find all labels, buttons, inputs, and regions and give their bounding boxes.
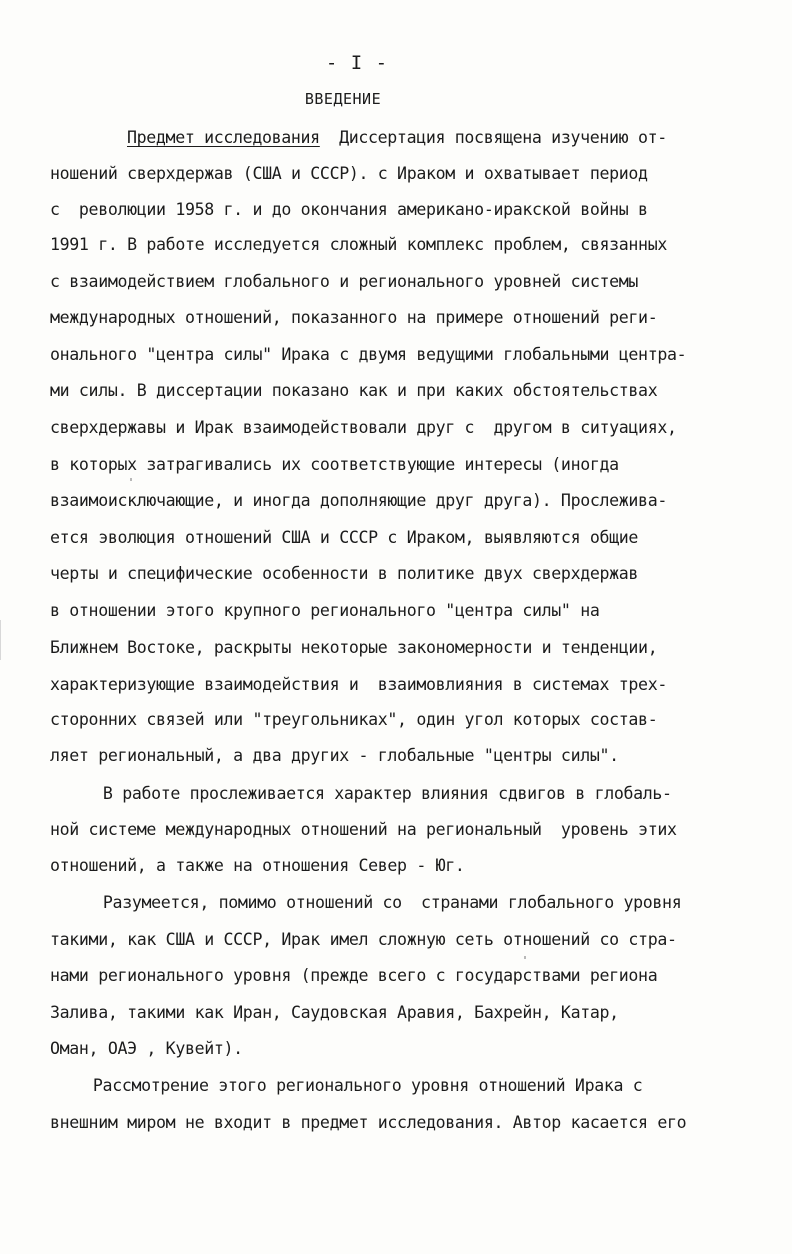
text-line-11: взаимоисключающие, и иногда дополняющие друг друга). Прослежива- — [50, 491, 667, 510]
text-line-28: внешним миром не входит в предмет исследования. Автор касается его — [50, 1113, 687, 1132]
scan-speck — [130, 478, 132, 481]
text-line-1 — [127, 123, 667, 153]
section-heading: ВВЕДЕНИЕ — [304, 90, 382, 108]
text-line-10: в которых затрагивались их соответствующие интересы (иногда — [50, 455, 619, 474]
text-line-24: нами регионального уровня (прежде всего с государствами региона — [50, 966, 658, 985]
text-line-8: ми силы. В диссертации показано как и при каких обстоятельствах — [50, 381, 658, 400]
text-line-12: ется эволюция отношений США и СССР с Ираком, выявляются общие — [50, 528, 639, 547]
text-line-20: ной системе международных отношений на региональный уровень этих — [50, 820, 677, 839]
text-line-22: Разумеется, помимо отношений со странами глобального уровня — [74, 893, 682, 912]
text-line-21: отношений, а также на отношения Север - Юг. — [50, 856, 465, 875]
text-line-23: такими, как США и СССР, Ирак имел сложную сеть отношений со стра- — [50, 930, 677, 949]
text-line-5: с взаимодействием глобального и регионального уровней системы — [50, 272, 639, 291]
text-line-26: Оман, ОАЭ , Кувейт). — [50, 1039, 243, 1058]
text-line-27: Рассмотрение этого регионального уровня отношений Ирака с — [64, 1076, 643, 1095]
text-line-13: черты и специфические особенности в политике двух сверхдержав — [50, 564, 639, 583]
text-line-4: 1991 г. В работе исследуется сложный комплекс проблем, связанных — [50, 235, 667, 254]
text-line-18: ляет региональный, а два других - глобальные "центры силы". — [50, 746, 619, 765]
text-line-14: в отношении этого крупного регионального "центра силы" на — [50, 601, 600, 620]
text-line-7: онального "центра силы" Ирака с двумя ведущими глобальными центра- — [50, 345, 687, 364]
text-line-17: сторонних связей или "треугольниках", один угол которых состав- — [50, 710, 658, 729]
page-number: - I - — [325, 52, 389, 74]
scan-speck — [524, 956, 526, 959]
text-line-9: сверхдержавы и Ирак взаимодействовали друг с другом в ситуациях, — [50, 418, 677, 437]
scan-edge — [0, 620, 1, 660]
text-line-25: Залива, такими как Иран, Саудовская Аравия, Бахрейн, Катар, — [50, 1003, 619, 1022]
text-line-15: Ближнем Востоке, раскрыты некоторые закономерности и тенденции, — [50, 638, 658, 657]
text-line-6: международных отношений, показанного на примере отношений реги- — [50, 308, 658, 327]
line-1-text: Диссертация посвящена изучению от- — [319, 128, 667, 147]
subject-label: Предмет исследования — [127, 128, 320, 147]
text-line-16: характеризующие взаимодействия и взаимовлияния в системах трех- — [50, 675, 667, 694]
text-line-19: В работе прослеживается характер влияния сдвигов в глобаль- — [74, 784, 672, 803]
text-line-2: ношений сверхдержав (США и СССР). с Ираком и охватывает период — [50, 164, 648, 183]
text-line-3: с революции 1958 г. и до окончания американо-иракской войны в — [50, 200, 648, 219]
